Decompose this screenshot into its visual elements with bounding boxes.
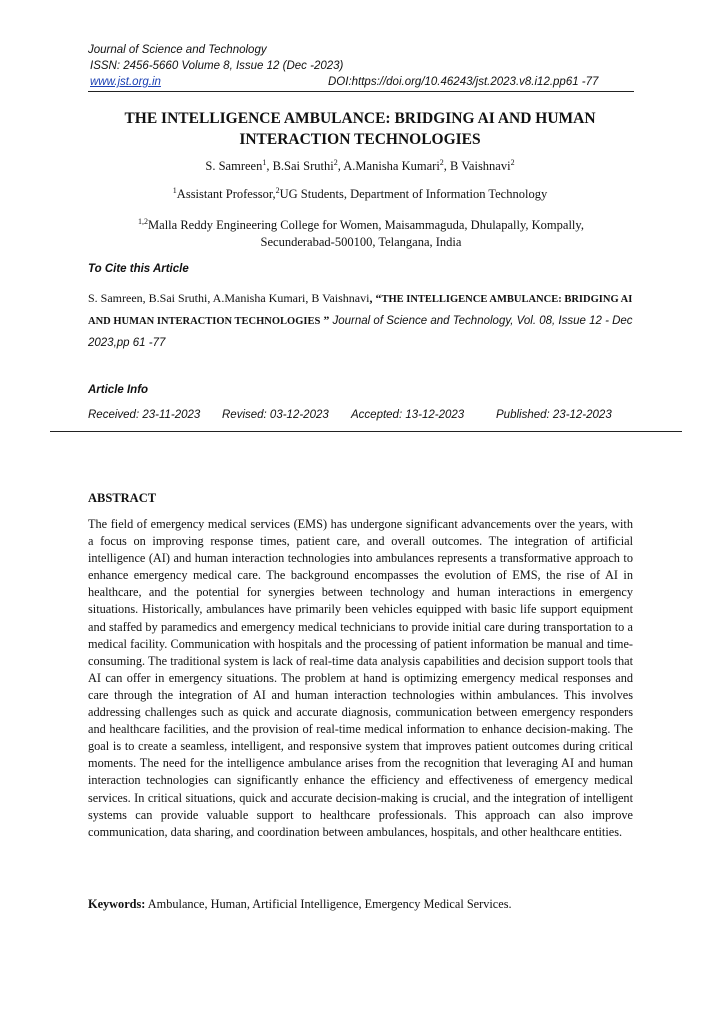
received-date: Received: 23-11-2023: [88, 409, 201, 421]
citation-close-quote: ”: [320, 313, 330, 327]
author-affiliation-mark: 1: [262, 157, 267, 167]
author-list: [60, 159, 660, 174]
keywords: [88, 897, 634, 912]
citation-journal: Journal of Science and Technology, Vol. 08, Issue 12 - Dec 2023,pp 61 -77: [88, 315, 633, 349]
affiliation-mark: 2: [275, 185, 280, 195]
abstract-text: The field of emergency medical services (EMS) has undergone significant advancements over the years, with a focus on improving response times, patient care, and overall outcomes. The integration of artificial intelligence (AI) and human interaction technologies into ambulances represents a transformative approach to enhance emergency medical care. The background encompasses the evolution of EMS, the rise of AI in healthcare, and the potential for synergies between technology and human interactions in emergency situations. Historically, ambulances have primarily been vehicles equipped with basic life support equipment and staffed by paramedics and emergency medical technicians to provide initial care during transportation to a medical facility. Communication with hospitals and the processing of patient information be manual and time-consuming. The traditional system is lack of real-time data analysis capabilities and decision support tools that AI can offer in emergency situations. The problem at hand is optimizing emergency medical responses and care through the integration of AI and human interaction technologies within ambulances. This involves addressing challenges such as quick and accurate diagnosis, communication between emergency responders and healthcare facilities, and the provision of real-time medical information to enhance decision-making. The goal is to create a seamless, intelligent, and responsive system that improves patient outcomes during critical moments. The need for the intelligence ambulance arises from the recognition that leveraging AI and human interaction technologies can significantly enhance the efficiency and effectiveness of emergency medical services. In critical situations, quick and accurate decision-making is crucial, and the integration of intelligent systems can provide valuable support to healthcare professionals. This approach can also improve communication, data sharing, and coordination between ambulances, hospitals, and other healthcare entities.: [88, 517, 633, 839]
article-info-divider: [50, 431, 682, 432]
author-affiliation-mark: 2: [333, 157, 338, 167]
article-info-heading: Article Info: [88, 384, 149, 396]
journal-header: [88, 42, 628, 90]
accepted-date: Accepted: 13-12-2023: [351, 409, 465, 421]
keywords-list: Ambulance, Human, Artificial Intelligence, Emergency Medical Services.: [145, 897, 512, 911]
affiliation-mark: 1,2: [138, 216, 149, 226]
author-name: , B.Sai Sruthi: [266, 159, 334, 173]
journal-url-link[interactable]: www.jst.org.in: [90, 76, 161, 88]
author-name: , B Vaishnavi: [443, 159, 511, 173]
affiliation-mark: 1: [172, 185, 177, 195]
header-divider: [88, 91, 634, 92]
affiliation-institution: [88, 217, 634, 251]
author-affiliation-mark: 2: [510, 157, 515, 167]
published-date: Published: 23-12-2023: [496, 409, 612, 421]
citation-open-quote: , “: [369, 291, 382, 305]
abstract-heading: ABSTRACT: [88, 491, 157, 505]
author-name: S. Samreen: [205, 159, 263, 173]
paper-title: [60, 108, 660, 150]
affiliation-roles: [60, 187, 660, 202]
citation-authors: S. Samreen, B.Sai Sruthi, A.Manisha Kumari, B Vaishnavi: [88, 291, 370, 305]
journal-issn: ISSN: 2456-5660 Volume 8, Issue 12 (Dec -2023): [90, 60, 344, 72]
author-affiliation-mark: 2: [439, 157, 444, 167]
keywords-label: Keywords:: [88, 897, 146, 911]
journal-name: Journal of Science and Technology: [88, 44, 267, 56]
institution-line-2: Secunderabad-500100, Telangana, India: [260, 235, 462, 249]
citation-text: [88, 288, 634, 354]
cite-heading: To Cite this Article: [88, 263, 189, 275]
citation-title: THE INTELLIGENCE AMBULANCE: BRIDGING AI AND HUMAN INTERACTION TECHNOLOGIES: [88, 294, 633, 327]
affiliation-role: UG Students, Department of Information Technology: [279, 187, 548, 201]
institution-line-1: Malla Reddy Engineering College for Women, Maisammaguda, Dhulapally, Kompally,: [148, 218, 584, 232]
author-name: , A.Manisha Kumari: [337, 159, 440, 173]
paper-title-line-1: THE INTELLIGENCE AMBULANCE: BRIDGING AI AND HUMAN: [124, 110, 596, 127]
revised-date: Revised: 03-12-2023: [222, 409, 329, 421]
affiliation-role: Assistant Professor,: [176, 187, 276, 201]
paper-title-line-2: INTERACTION TECHNOLOGIES: [239, 131, 481, 148]
doi-text: DOI:https://doi.org/10.46243/jst.2023.v8.i12.pp61 -77: [328, 76, 599, 88]
journal-links: [88, 74, 628, 90]
